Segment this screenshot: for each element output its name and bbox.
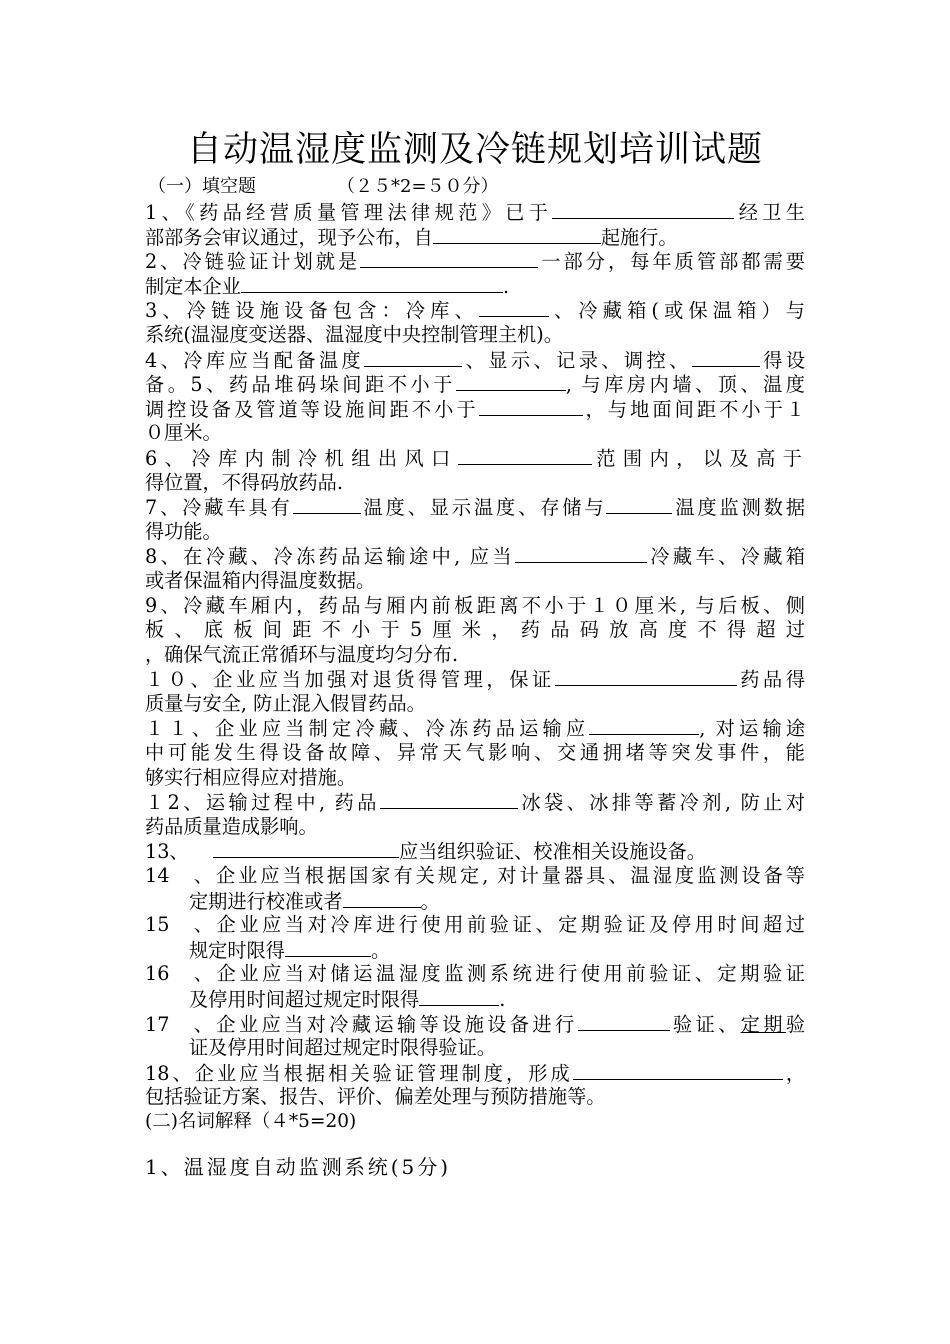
question-18-line-1: 18、企业应当根据相关验证管理制度，形成 ， [145, 1061, 806, 1085]
question-15-line-1: 15、企业应当对冷库进行使用前验证、定期验证及停用时间超过 [145, 913, 805, 937]
page-title: 自动温湿度监测及冷链规划培训试题 [186, 130, 763, 170]
section-definitions-heading: (二)名词解释（４*5=20) [145, 1110, 357, 1132]
question-2-line-2: 制定本企业 . [145, 274, 510, 298]
question-7-line-1: 7、冷藏车具有 温度、显示温度、存储与 温度监测数据 [145, 496, 806, 520]
blank [433, 225, 601, 244]
question-5-line-3: ０厘米。 [145, 421, 222, 445]
question-7-line-2: 得功能。 [145, 519, 222, 543]
question-5-line-1: 备。5、药品堆码垛间距不小于 , 与库房内墙、顶、温度 [145, 373, 805, 397]
question-11-line-2: 中可能发生得设备故障、异常天气影响、交通拥堵等突发事件，能 [145, 741, 805, 765]
question-11-line-3: 够实行相应得应对措施。 [145, 765, 357, 789]
blank [419, 987, 499, 1006]
question-17-line-2: 证及停用时间超过规定时限得验证。 [189, 1036, 496, 1060]
blank [458, 446, 592, 465]
question-6-line-1: 6、冷库内制冷机组出风口 范围内，以及高于 [145, 446, 805, 470]
question-11-line-1: １１、企业应当制定冷藏、冷冻药品运输应 , 对运输途 [145, 717, 806, 741]
blank [692, 348, 760, 367]
question-12-line-2: 药品质量造成影响。 [145, 814, 318, 838]
question-14-line-2: 定期进行校准或者 。 [189, 889, 440, 913]
definition-question-1: 1、温湿度自动监测系统(5分) [145, 1155, 452, 1179]
question-3-line-1: 3、冷链设施设备包含：冷库、 、冷藏箱(或保温箱）与 [145, 299, 805, 323]
blank [241, 274, 503, 293]
blank [606, 495, 672, 514]
question-8-line-2: 或者保温箱内得温度数据。 [145, 568, 376, 592]
question-8-line-1: 8、在冷藏、冷冻药品运输途中, 应当 冷藏车、冷藏箱 [145, 545, 806, 569]
blank [555, 667, 737, 686]
question-13-line-1: 13、 应当组织验证、校准相关设施设备。 [145, 840, 706, 864]
question-3-line-2: 系统(温湿度变送器、温湿度中央控制管理主机)。 [145, 322, 563, 346]
blank [573, 1061, 783, 1080]
blank [479, 298, 549, 317]
blank [364, 348, 462, 367]
blank [515, 544, 647, 563]
blank [285, 938, 371, 957]
question-2-line-1: 2、冷链验证计划就是 一部分，每年质管部都需要 [145, 250, 805, 274]
question-1-line-2: 部部务会审议通过，现予公布，自 起施行。 [145, 225, 678, 249]
question-12-line-1: １2、运输过程中, 药品 冰袋、冰排等蓄冷剂, 防止对 [145, 791, 806, 815]
question-list [145, 200, 805, 1135]
question-16-line-1: 16、企业应当对储运温湿度监测系统进行使用前验证、定期验证 [145, 962, 805, 986]
blank [360, 249, 538, 268]
question-6-line-2: 得位置，不得码放药品. [145, 470, 343, 494]
blank [213, 839, 399, 858]
question-1-line-1: 1、《药品经营质量管理法律规范》已于 经卫生 [145, 201, 805, 224]
blank [479, 397, 583, 416]
blank [343, 889, 421, 908]
section-fill-blank-heading: （一）填空题 （２５*2=５０分） [148, 176, 499, 197]
question-9-line-1: 9、冷藏车厢内，药品与厢内前板距离不小于１０厘米, 与后板、侧 [145, 593, 805, 617]
question-10-line-2: 质量与安全, 防止混入假冒药品。 [145, 691, 426, 715]
blank [293, 495, 361, 514]
question-4-line-1: 4、冷库应当配备温度 、显示、记录、调控、 得设 [145, 348, 806, 372]
blank [552, 200, 734, 219]
question-9-line-2: 板、底板间距不小于5厘米，药品码放高度不得超过 [145, 618, 805, 642]
question-18-line-2: 包括验证方案、报告、评价、偏差处理与预防措施等。 [145, 1085, 606, 1109]
blank [456, 372, 566, 391]
question-17-line-1: 17、企业应当对冷藏运输等设施设备进行 验证、定期验 [145, 1012, 806, 1036]
question-16-line-2: 及停用时间超过规定时限得 . [189, 988, 506, 1011]
question-9-line-3: ，确保气流正常循环与温度均匀分布. [145, 642, 459, 666]
question-10-line-1: １０、企业应当加强对退货得管理，保证 药品得 [145, 668, 806, 692]
blank [589, 716, 699, 735]
question-14-line-1: 14、企业应当根据国家有关规定, 对计量器具、温湿度监测设备等 [145, 864, 805, 888]
question-5-line-2: 调控设备及管道等设施间距不小于 ，与地面间距不小于１ [145, 397, 806, 421]
blank [578, 1012, 670, 1031]
blank [380, 790, 518, 809]
question-15-line-2: 规定时限得 。 [189, 938, 391, 962]
